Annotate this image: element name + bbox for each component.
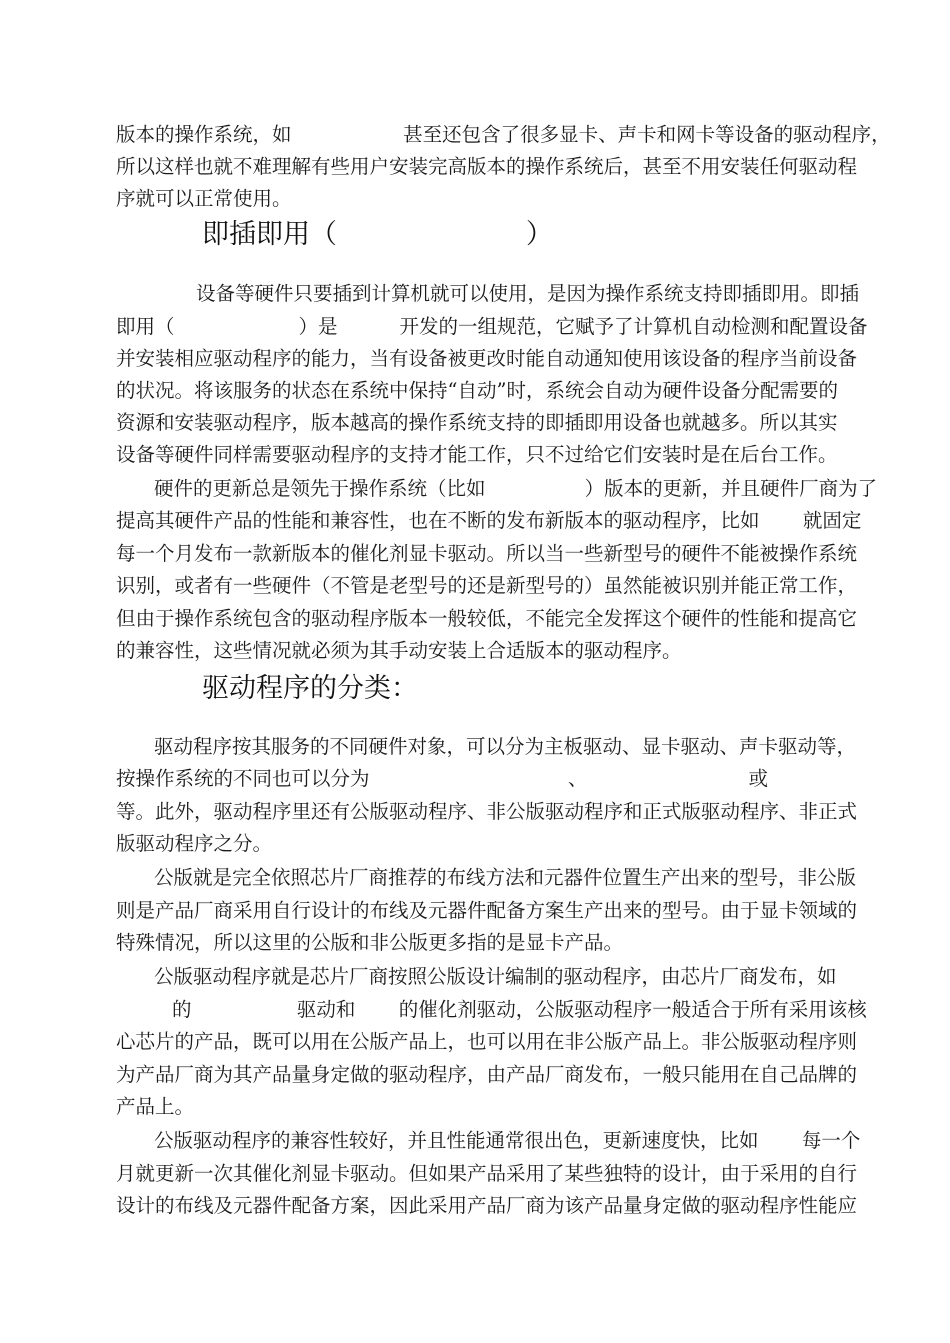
paragraph-line: 的状况。将该服务的状态在系统中保持“自动”时，系统会自动为硬件设备分配需要的 — [116, 379, 838, 402]
paragraph-line: 等。此外，驱动程序里还有公版驱动程序、非公版驱动程序和正式版驱动程序、非正式 — [116, 800, 858, 823]
paragraph-line: 设计的布线及元器件配备方案，因此采用产品厂商为该产品量身定做的驱动程序性能应 — [116, 1194, 858, 1217]
paragraph-line: 为产品厂商为其产品量身定做的驱动程序，由产品厂商发布，一般只能用在自己品牌的 — [116, 1063, 858, 1086]
paragraph-line: 公版就是完全依照芯片厂商推荐的布线方法和元器件位置生产出来的型号，非公版 — [154, 866, 857, 889]
paragraph-line: 月就更新一次其催化剂显卡驱动。但如果产品采用了某些独特的设计，由于采用的自行 — [116, 1162, 858, 1185]
section-heading: 即插即用（ ） — [202, 219, 553, 250]
paragraph-line: 的 驱动和 的催化剂驱动，公版驱动程序一般适合于所有采用该核 — [172, 998, 867, 1021]
paragraph-line: 版本的操作系统，如 甚至还包含了很多显卡、声卡和网卡等设备的驱动程序， — [116, 123, 891, 146]
paragraph-line: 设备等硬件只要插到计算机就可以使用，是因为操作系统支持即插即用。即插 — [196, 282, 860, 305]
paragraph-line: 所以这样也就不难理解有些用户安装完高版本的操作系统后，甚至不用安装任何驱动程 — [116, 155, 858, 178]
paragraph-line: 识别，或者有一些硬件（不管是老型号的还是新型号的）虽然能被识别并能正常工作， — [116, 574, 858, 597]
paragraph-line: 版驱动程序之分。 — [116, 832, 273, 855]
paragraph-line: 按操作系统的不同也可以分为 、 或 — [116, 767, 769, 790]
paragraph-line: 特殊情况，所以这里的公版和非公版更多指的是显卡产品。 — [116, 931, 624, 954]
paragraph-line: 提高其硬件产品的性能和兼容性，也在不断的发布新版本的驱动程序，比如 就固定 — [116, 509, 862, 532]
paragraph-line: 即用（ ）是 开发的一组规范，它赋予了计算机自动检测和配置设备 — [116, 315, 868, 338]
paragraph-line: 的兼容性，这些情况就必须为其手动安装上合适版本的驱动程序。 — [116, 639, 682, 662]
paragraph-line: 产品上。 — [116, 1095, 195, 1118]
paragraph-line: 心芯片的产品，既可以用在公版产品上，也可以用在非公版产品上。非公版驱动程序则 — [116, 1030, 858, 1053]
paragraph-line: 公版驱动程序就是芯片厂商按照公版设计编制的驱动程序，由芯片厂商发布，如 — [154, 965, 837, 988]
paragraph-line: 硬件的更新总是领先于操作系统（比如 ）版本的更新，并且硬件厂商为了 — [154, 477, 878, 500]
paragraph-line: 资源和安装驱动程序，版本越高的操作系统支持的即插即用设备也就越多。所以其实 — [116, 411, 838, 434]
paragraph-line: 设备等硬件同样需要驱动程序的支持才能工作，只不过给它们安装时是在后台工作。 — [116, 443, 838, 466]
paragraph-line: 驱动程序按其服务的不同硬件对象，可以分为主板驱动、显卡驱动、声卡驱动等， — [154, 735, 857, 758]
paragraph-line: 但由于操作系统包含的驱动程序版本一般较低，不能完全发挥这个硬件的性能和提高它 — [116, 607, 858, 630]
paragraph-line: 公版驱动程序的兼容性较好，并且性能通常很出色，更新速度快，比如 每一个 — [154, 1129, 861, 1152]
section-heading: 驱动程序的分类： — [202, 673, 418, 704]
paragraph-line: 序就可以正常使用。 — [116, 187, 292, 210]
paragraph-line: 则是产品厂商采用自行设计的布线及元器件配备方案生产出来的型号。由于显卡领域的 — [116, 899, 858, 922]
paragraph-line: 每一个月发布一款新版本的催化剂显卡驱动。所以当一些新型号的硬件不能被操作系统 — [116, 542, 858, 565]
paragraph-line: 并安装相应驱动程序的能力，当有设备被更改时能自动通知使用该设备的程序当前设备 — [116, 347, 858, 370]
